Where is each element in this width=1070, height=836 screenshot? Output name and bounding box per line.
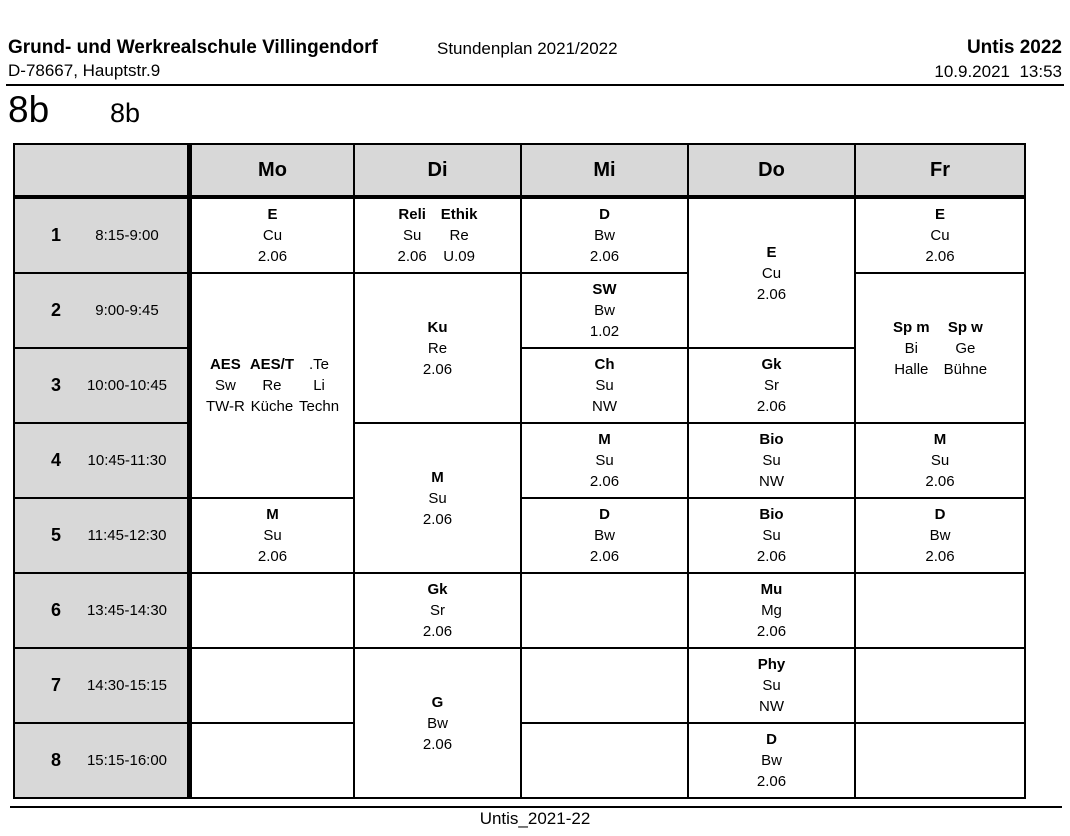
lesson-cell: [522, 499, 689, 574]
lesson-room: 2.06: [756, 623, 787, 640]
lesson-cell: [522, 274, 689, 349]
lesson-subject: G: [431, 693, 444, 711]
lesson-subject: D: [766, 731, 777, 748]
lesson-group: [757, 504, 786, 567]
lesson-subject: D: [934, 506, 946, 523]
lesson-group: [757, 354, 786, 417]
lesson-teacher: Su: [595, 377, 614, 394]
period-cell-2: [15, 274, 192, 349]
lesson-room: 2.06: [422, 360, 453, 378]
lesson-teacher: Re: [449, 227, 469, 244]
lesson-subject: .Te: [309, 356, 330, 373]
lesson-cell: [689, 199, 856, 349]
lesson-cell: [856, 424, 1026, 499]
footer-rule: [10, 806, 1062, 808]
empty-cell: [522, 649, 689, 724]
lesson-room: 2.06: [589, 548, 620, 565]
lesson-subject: Sp w: [947, 318, 983, 336]
lesson-teacher: Bi: [904, 339, 918, 357]
lesson-room: 2.06: [756, 548, 787, 565]
period-time: 15:15-16:00: [86, 752, 168, 769]
lesson-group: [757, 579, 786, 642]
period-cell-1: [15, 199, 192, 274]
lesson-teacher: Su: [762, 452, 781, 469]
period-time: 9:00-9:45: [95, 302, 159, 319]
period-cell-6: [15, 574, 192, 649]
lesson-subject: Reli: [398, 206, 426, 223]
lesson-group: [299, 354, 339, 417]
period-time: 10:00-10:45: [86, 377, 168, 394]
lesson-group: [757, 242, 786, 305]
lesson-room: 2.06: [397, 248, 427, 265]
lesson-teacher: Cu: [761, 264, 782, 282]
period-number: 2: [50, 300, 61, 320]
period-number: 3: [50, 375, 61, 395]
lesson-subject: M: [598, 431, 611, 448]
lesson-teacher: Su: [402, 227, 422, 244]
lesson-subject: M: [431, 468, 444, 486]
lesson-room: 2.06: [925, 473, 955, 490]
lesson-group: [423, 579, 452, 642]
empty-cell: [192, 649, 355, 724]
lesson-subject: Gk: [761, 356, 782, 373]
period-number: 5: [50, 525, 61, 545]
empty-cell: [192, 574, 355, 649]
lesson-cell: [689, 724, 856, 799]
empty-cell: [856, 724, 1026, 799]
lesson-cell: [522, 349, 689, 424]
lesson-subject: AES/T: [249, 356, 295, 373]
lesson-group: [258, 204, 287, 267]
lesson-group: [206, 354, 245, 417]
day-header-do: Do: [689, 145, 856, 199]
lesson-room: 2.06: [422, 510, 453, 528]
day-header-di: Di: [355, 145, 522, 199]
period-time: 11:45-12:30: [87, 527, 167, 544]
empty-cell: [522, 724, 689, 799]
lesson-room: 2.06: [257, 248, 288, 265]
lesson-room: 2.06: [257, 548, 288, 565]
day-header-mi: Mi: [522, 145, 689, 199]
empty-cell: [856, 649, 1026, 724]
lesson-group: [590, 504, 619, 567]
plan-title: Stundenplan 2021/2022: [437, 39, 618, 58]
period-cell-8: [15, 724, 192, 799]
lesson-room: Techn: [299, 398, 340, 415]
lesson-room: 2.06: [422, 735, 453, 753]
lesson-group: [590, 204, 619, 267]
lesson-group: [258, 504, 287, 567]
lesson-teacher: Mg: [761, 602, 782, 619]
lesson-group: [944, 317, 987, 380]
lesson-teacher: Su: [595, 452, 614, 469]
lesson-subject: Ku: [427, 318, 448, 336]
lesson-cell: [689, 349, 856, 424]
period-number: 7: [50, 675, 61, 695]
lesson-subject: Phy: [757, 656, 786, 673]
lesson-room: 1.02: [589, 323, 620, 340]
lesson-room: NW: [592, 398, 617, 415]
lesson-room: 2.06: [589, 248, 620, 265]
period-number: 4: [50, 450, 61, 470]
lesson-teacher: Cu: [262, 227, 283, 244]
lesson-room: NW: [758, 698, 784, 715]
lesson-subject: E: [766, 243, 777, 261]
class-name-large: 8b: [8, 89, 50, 130]
lesson-cell: [522, 424, 689, 499]
lesson-teacher: Sr: [429, 602, 445, 619]
empty-cell: [856, 574, 1026, 649]
school-name: Grund- und Werkrealschule Villingendorf: [8, 37, 378, 58]
lesson-room: Küche: [250, 398, 294, 415]
lesson-teacher: Su: [263, 527, 282, 544]
day-header-fr: Fr: [856, 145, 1026, 199]
lesson-teacher: Bw: [594, 227, 615, 244]
lesson-subject: Gk: [427, 581, 448, 598]
lesson-cell: [689, 649, 856, 724]
lesson-group: [590, 429, 619, 492]
header-rule: [6, 84, 1064, 86]
lesson-room: 2.06: [925, 248, 955, 265]
lesson-subject: M: [933, 431, 947, 448]
lesson-subject: M: [266, 506, 279, 523]
corner-cell: [15, 145, 192, 199]
period-cell-7: [15, 649, 192, 724]
lesson-subject: Ch: [594, 356, 615, 373]
lesson-teacher: Su: [762, 677, 781, 694]
lesson-group: [423, 692, 452, 755]
lesson-cell: [355, 199, 522, 274]
lesson-teacher: Re: [427, 339, 448, 357]
lesson-cell: [522, 199, 689, 274]
lesson-cell: [192, 199, 355, 274]
lesson-cell: [689, 574, 856, 649]
lesson-group: [758, 654, 786, 717]
lesson-cell: [856, 274, 1026, 424]
period-time: 13:45-14:30: [86, 602, 168, 619]
lesson-cell: [192, 274, 355, 499]
lesson-room: 2.06: [589, 473, 620, 490]
period-time: 10:45-11:30: [87, 452, 167, 469]
lesson-subject: Bio: [759, 506, 784, 523]
lesson-room: Halle: [894, 360, 929, 378]
lesson-room: 2.06: [422, 623, 453, 640]
lesson-group: [250, 354, 294, 417]
lesson-group: [592, 354, 617, 417]
period-cell-3: [15, 349, 192, 424]
lesson-group: [423, 467, 452, 530]
lesson-teacher: Cu: [930, 227, 950, 244]
lesson-teacher: Su: [930, 452, 950, 469]
lesson-subject: E: [934, 206, 945, 223]
school-address: D-78667, Hauptstr.9: [8, 61, 161, 80]
period-number: 6: [50, 600, 61, 620]
day-header-mo: Mo: [192, 145, 355, 199]
lesson-room: TW-R: [205, 398, 245, 415]
lesson-cell: [355, 574, 522, 649]
lesson-teacher: Sr: [763, 377, 779, 394]
lesson-subject: AES: [209, 356, 241, 373]
lesson-teacher: Sw: [214, 377, 236, 394]
lesson-teacher: Bw: [594, 302, 615, 319]
lesson-subject: E: [267, 206, 278, 223]
product-version: Untis 2022: [966, 37, 1062, 58]
lesson-subject: SW: [592, 281, 617, 298]
lesson-room: 2.06: [756, 773, 787, 790]
print-datetime: 10.9.2021 13:53: [934, 62, 1062, 81]
lesson-subject: Ethik: [440, 206, 478, 223]
lesson-teacher: Bw: [427, 714, 448, 732]
empty-cell: [192, 724, 355, 799]
lesson-group: [398, 204, 427, 267]
lesson-cell: [192, 499, 355, 574]
lesson-subject: D: [599, 506, 610, 523]
class-name-small: 8b: [110, 98, 141, 128]
period-number: 1: [50, 225, 61, 245]
lesson-cell: [689, 499, 856, 574]
lesson-room: 2.06: [756, 398, 787, 415]
lesson-room: 2.06: [925, 548, 955, 565]
lesson-group: [925, 429, 954, 492]
lesson-room: NW: [759, 473, 784, 490]
lesson-teacher: Su: [762, 527, 781, 544]
period-time: 14:30-15:15: [86, 677, 168, 694]
lesson-subject: D: [599, 206, 610, 223]
lesson-cell: [856, 499, 1026, 574]
lesson-teacher: Bw: [594, 527, 615, 544]
lesson-teacher: Re: [262, 377, 282, 394]
lesson-subject: Mu: [760, 581, 783, 598]
lesson-teacher: Bw: [761, 752, 782, 769]
lesson-room: 2.06: [756, 285, 787, 303]
period-cell-4: [15, 424, 192, 499]
lesson-subject: Sp m: [892, 318, 930, 336]
lesson-group: [441, 204, 478, 267]
lesson-room: Bühne: [943, 360, 988, 378]
lesson-teacher: Su: [428, 489, 447, 507]
lesson-group: [757, 729, 786, 792]
lesson-teacher: Li: [313, 377, 325, 394]
lesson-subject: Bio: [759, 431, 784, 448]
lesson-cell: [355, 649, 522, 799]
period-time: 8:15-9:00: [95, 227, 159, 244]
lesson-group: [893, 317, 930, 380]
footer-label: Untis_2021-22: [479, 809, 591, 828]
lesson-cell: [355, 274, 522, 424]
period-cell-5: [15, 499, 192, 574]
lesson-group: [925, 204, 954, 267]
lesson-teacher: Ge: [955, 339, 976, 357]
lesson-group: [423, 317, 452, 380]
timetable-grid: [13, 143, 1026, 799]
lesson-cell: [355, 424, 522, 574]
lesson-cell: [689, 424, 856, 499]
lesson-room: U.09: [443, 248, 475, 265]
lesson-teacher: Bw: [929, 527, 951, 544]
lesson-group: [590, 279, 619, 342]
lesson-group: [925, 504, 954, 567]
lesson-group: [759, 429, 784, 492]
period-number: 8: [50, 750, 61, 770]
lesson-cell: [856, 199, 1026, 274]
empty-cell: [522, 574, 689, 649]
